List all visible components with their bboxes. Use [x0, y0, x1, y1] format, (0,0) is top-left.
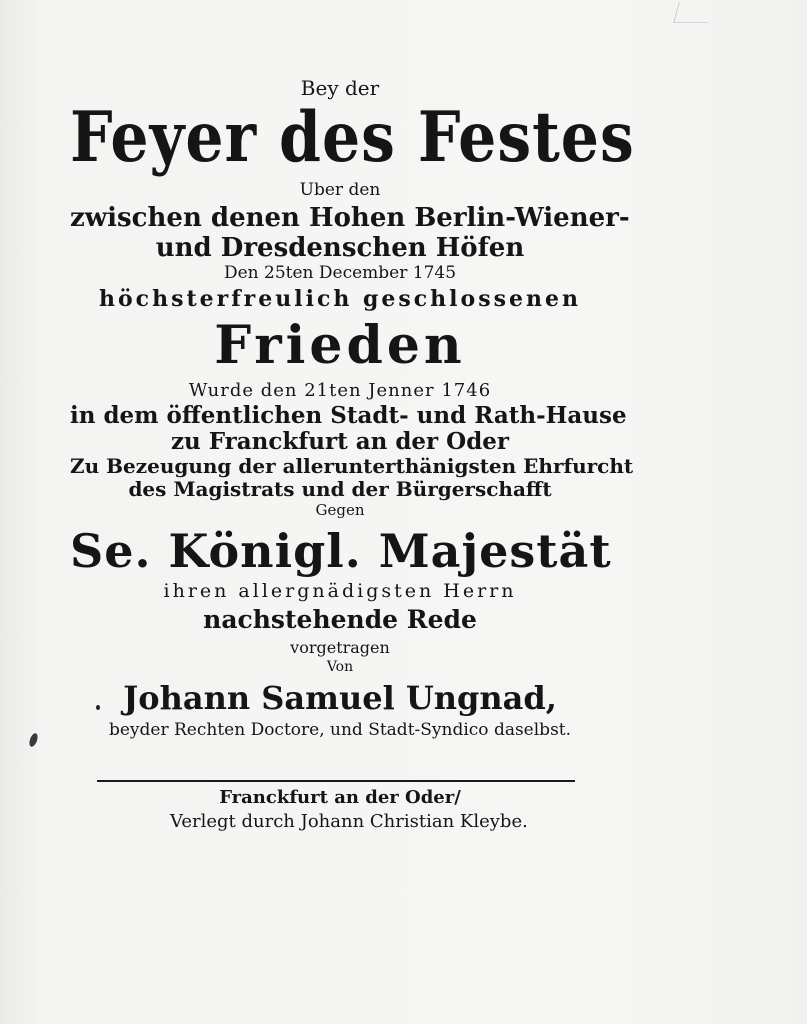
- title-line-magistrat: des Magistrats und der Bürgerschafft: [128, 477, 552, 501]
- title-line-von: Von: [326, 659, 354, 675]
- paper-tear-mark: [673, 2, 714, 23]
- title-line-uber-den: Uber den: [299, 180, 381, 200]
- title-line-bezeugung: Zu Bezeugung der allerunterthänigsten Ehrfurcht: [70, 454, 634, 478]
- title-block: [70, 76, 635, 747]
- title-line-frieden: Frieden: [214, 315, 466, 376]
- title-line-majestaet: Se. Königl. Majestät: [70, 524, 612, 578]
- ink-blot: [28, 732, 39, 748]
- title-line-dresden: und Dresdenschen Höfen: [155, 233, 525, 263]
- title-line-feyer: Feyer des Festes: [70, 97, 635, 179]
- author-name: Johann Samuel Ungnad,: [123, 679, 557, 717]
- title-line-date: Den 25ten December 1745: [223, 263, 457, 283]
- title-line-vorgetragen: vorgetragen: [290, 638, 390, 657]
- title-line-gegen: Gegen: [315, 501, 365, 519]
- title-line-courts: zwischen denen Hohen Berlin-Wiener-: [70, 203, 630, 233]
- title-line-herrn: ihren allergnädigsten Herrn: [163, 580, 517, 602]
- title-line-rede: nachstehende Rede: [203, 605, 477, 634]
- imprint-publisher: Verlegt durch Johann Christian Kleybe.: [170, 811, 528, 832]
- author-title: beyder Rechten Doctore, und Stadt-Syndico daselbst.: [108, 720, 572, 740]
- title-line-franckfurt: zu Franckfurt an der Oder: [170, 428, 510, 455]
- imprint-place: Franckfurt an der Oder/: [219, 787, 461, 808]
- title-line-concluded: höchsterfreulich geschlossenen: [99, 286, 581, 312]
- imprint-block: [170, 787, 528, 832]
- divider-rule: [97, 780, 575, 782]
- title-line-bey-der: Bey der: [300, 76, 380, 100]
- title-line-rathhaus: in dem öffentlichen Stadt- und Rath-Hause: [70, 402, 627, 429]
- title-line-wurde: Wurde den 21ten Jenner 1746: [188, 380, 492, 401]
